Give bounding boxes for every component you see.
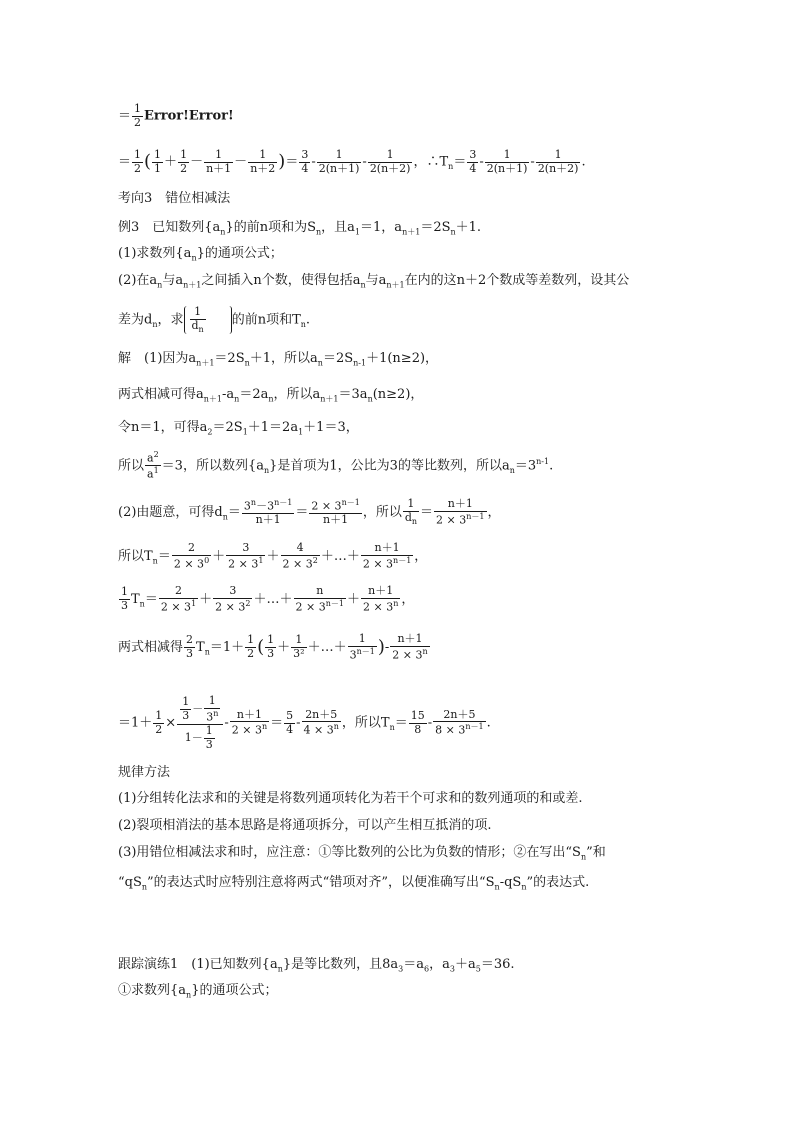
rule-1: (1)分组转化法求和的关键是将数列通项转化为若干个可求和的数列通项的和或差. <box>118 791 583 806</box>
formula-line-1 <box>118 103 234 129</box>
fraction: $\frac{2n+5}{4 \times 3^n}$ <box>303 707 339 737</box>
fraction: $\frac{3}{2 \times 3^2}$ <box>215 584 251 614</box>
fraction: $\frac{n+1}{2 \times 3^{n-1}}$ <box>362 541 412 571</box>
rule-2: (2)裂项相消法的基本思路是将通项拆分，可以产生相互抵消的项. <box>118 818 492 833</box>
fraction: $\frac{n+1}{2 \times 3^n}$ <box>231 707 268 737</box>
fraction: $\frac{1}{d_n}$ <box>404 497 418 527</box>
formula-line-2: ＝ $\frac{1}{2}$ ( $\frac{1}{1}$ ＋ $\frac{1}{2}$ － $\frac{1}{n+1}$ － $\frac{1}{n+2}$ )＝ $\frac{3}{4}$ - $\frac{1}{2(n+1)}$ - $\frac{1}{2(n+2)}$ ，$\therefore T_n=$ $\frac{3}{4}$ - $\frac{1}{2(n+1)}$ - $\frac{1}{2(n+2)}$ . <box>118 148 586 175</box>
fraction: $\frac{3}{4}$ <box>301 148 309 175</box>
fraction: $\frac{1}{2(n+1)}$ <box>318 148 360 175</box>
fraction: $\frac{1}{2}$ <box>134 102 142 129</box>
fraction: $\frac{1}{3}$ <box>182 695 190 722</box>
fraction: $\frac{1}{2}$ <box>180 148 188 175</box>
error-text: Error!Error! <box>144 108 234 124</box>
fraction: $\frac{n+1}{2 \times 3^n}$ <box>392 632 428 662</box>
rule-3: (3)用错位相减法求和时，应注意：①等比数列的公比为负数的情形；②在写出“$S_n$”和 <box>118 845 606 862</box>
solution-4: 所以 $\frac{a^2}{a^1}$ ＝3，所以数列$\{a_n\}$是首项为1，公比为3的等比数列，所以$a_n=3^{n-1}$. <box>118 450 554 481</box>
fraction: $\frac{1}{3^{n-1}}$ <box>349 632 375 662</box>
solution-6: 所以$T_n=$ $\frac{2}{2 \times 3^0}$ ＋ $\frac{3}{2 \times 3^1}$ ＋ $\frac{4}{2 \times 3^2}$ ＋…＋ $\frac{n+1}{2 \times 3^{n-1}}$ ， <box>118 541 428 571</box>
fraction: $\frac{1}{3}$ <box>205 723 213 751</box>
solution-3: 令n＝1，可得$a_2=2S_1+1=2a_1+1=3$， <box>118 420 359 437</box>
solution-8: 两式相减得 $\frac{2}{3}$ $T_n=1+$ $\frac{1}{2}$ ( $\frac{1}{3}$ ＋ $\frac{1}{\text{3²}}$ ＋…＋ $\frac{1}{3^{n-1}}$ )- $\frac{n+1}{2 \times 3^n}$ <box>118 632 428 662</box>
set-bracket <box>184 306 232 334</box>
question-2-cont: 差为$d_n$，求 $\frac{1}{d_n}$ 的前n项和$T_n$. <box>118 305 311 334</box>
solution-9: ＝1＋ $\frac{1}{2}$ × $\frac{1}{3}$ － $\frac{1}{3^n}$ 1－ $\frac{1}{3}$ - $\frac{n+1}{2 \times 3^n}$ ＝ $\frac{5}{4}$ - $\frac{2n+5}{4 \times 3^n}$ ，所以$T_n=$ $\frac{15}{8}$ - $\frac{2n+5}{8 \times 3^{n-1}}$ . <box>118 694 491 751</box>
fraction: $\frac{2}{2 \times 3^1}$ <box>160 584 197 614</box>
question-2: (2)在$a_n$与$a_{n+1}$之间插入n个数，使得包括$a_n$与$a_{n+1}$在内的这n＋2个数成等差数列，设其公 <box>118 273 630 290</box>
fraction: $\frac{1}{1}$ <box>154 148 162 175</box>
fraction: $\frac{n}{2 \times 3^{n-1}}$ <box>295 584 344 614</box>
fraction: $\frac{1}{2(n+2)}$ <box>369 148 411 175</box>
fraction: $\frac{2n+5}{8 \times 3^{n-1}}$ <box>435 707 484 737</box>
fraction: $\frac{1}{3}$ <box>267 633 275 660</box>
fraction: $\frac{2 \times 3^{n-1}}{n+1}$ <box>311 498 360 527</box>
fraction: $\frac{1}{2}$ <box>155 708 163 736</box>
fraction: $\frac{2}{3}$ <box>186 633 194 660</box>
fraction: $\frac{4}{2 \times 3^2}$ <box>282 541 318 571</box>
fraction: $\frac{a^2}{a^1}$ <box>147 450 159 481</box>
rule-3-cont: “$qS_n$”的表达式时应特别注意将两式“错项对齐”，以便准确写出“$S_n-qS_n$”的表达式. <box>118 875 590 892</box>
fraction: $\frac{1}{\text{3²}}$ <box>293 633 305 660</box>
fraction: $\frac{n+1}{2 \times 3^{n-1}}$ <box>436 497 485 527</box>
fraction: $\frac{1}{3}$ <box>121 585 128 612</box>
fraction: $\frac{3}{2 \times 3^1}$ <box>228 541 264 571</box>
fraction: $\frac{3}{4}$ <box>469 148 477 175</box>
solution-1: 解 (1)因为$a_{n+1}=2S_n+1$，所以$a_n=2S_{n-1}+1(n\ge 2)$， <box>118 351 439 368</box>
eq-sign: ＝ <box>118 108 132 124</box>
fraction: $\frac{1}{n+2}$ <box>250 148 276 175</box>
fraction: $\frac{5}{4}$ <box>286 708 294 736</box>
fraction: $\frac{n+1}{2 \times 3^n}$ <box>362 584 399 614</box>
fraction: $\frac{1}{2(n+1)}$ <box>486 148 528 175</box>
solution-2: 两式相减可得$a_{n+1}-a_n=2a_n$，所以$a_{n+1}=3a_n(n\ge 2)$， <box>118 387 424 404</box>
example-3: 例3 已知数列$\{a_n\}$的前n项和为$S_n$，且$a_1=1$，$a_{n+1}=2S_n+1$. <box>118 220 482 237</box>
question-1: (1)求数列$\{a_n\}$的通项公式； <box>118 246 283 263</box>
fraction: $\frac{2}{2 \times 3^0}$ <box>173 541 210 571</box>
compound-fraction: $\frac{1}{3}$ － $\frac{1}{3^n}$ 1－ $\frac{1}{3}$ <box>177 695 223 751</box>
practice-1-q1: ①求数列$\{a_n\}$的通项公式； <box>118 983 278 1000</box>
fraction: $\frac{3^n-3^{n-1}}{n+1}$ <box>243 498 293 527</box>
section-heading: 考向3 错位相减法 <box>118 191 231 206</box>
fraction: $\frac{1}{2(n+2)}$ <box>537 148 579 175</box>
fraction: $\frac{1}{d_n}$ <box>191 305 204 334</box>
fraction: $\frac{1}{2}$ <box>247 633 255 660</box>
solution-5: (2)由题意，可得$d_n=$ $\frac{3^n-3^{n-1}}{n+1}$ ＝ $\frac{2 \times 3^{n-1}}{n+1}$ ，所以 $\frac{1}{d_n}$ ＝ $\frac{n+1}{2 \times 3^{n-1}}$ ， <box>118 497 501 527</box>
practice-1: 跟踪演练1 (1)已知数列$\{a_n\}$是等比数列，且$8a_3=a_6$，$a_3+a_5=36$. <box>118 957 515 974</box>
fraction: $\frac{1}{2}$ <box>134 148 142 175</box>
fraction: $\frac{1}{3^n}$ <box>206 694 219 724</box>
fraction: $\frac{1}{n+1}$ <box>206 148 232 175</box>
fraction: $\frac{15}{8}$ <box>410 708 425 736</box>
rule-heading: 规律方法 <box>118 765 171 780</box>
solution-7: $\frac{1}{3}$ $T_n=$ $\frac{2}{2 \times 3^1}$ ＋ $\frac{3}{2 \times 3^2}$ ＋…＋ $\frac{n}{2 \times 3^{n-1}}$ ＋ $\frac{n+1}{2 \times 3^n}$ ， <box>121 584 415 614</box>
